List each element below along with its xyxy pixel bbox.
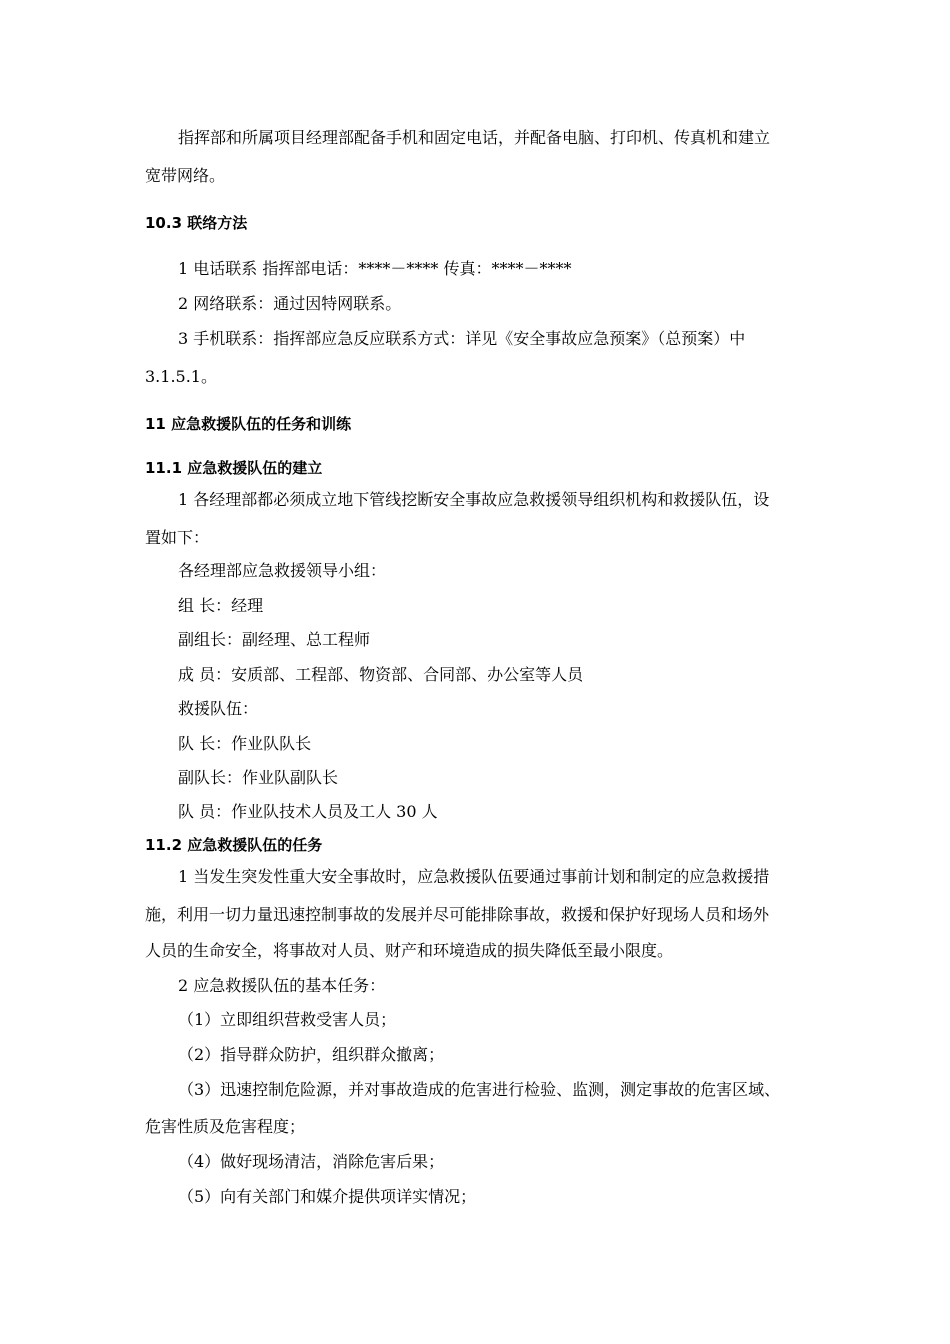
- paragraph-line: 宽带网络。: [145, 166, 226, 185]
- list-item-continuation: 危害性质及危害程度；: [145, 1117, 306, 1136]
- paragraph-line: 置如下：: [145, 528, 210, 547]
- paragraph-line: 2 网络联系：通过因特网联系。: [178, 294, 402, 313]
- paragraph-line: 3 手机联系：指挥部应急反应联系方式：详见《安全事故应急预案》（总预案）中: [178, 329, 746, 348]
- section-heading: 11 应急救援队伍的任务和训练: [145, 415, 352, 433]
- paragraph-line: 队 长：作业队队长: [178, 734, 312, 753]
- paragraph-line: 人员的生命安全，将事故对人员、财产和环境造成的损失降低至最小限度。: [145, 941, 674, 960]
- paragraph-line: 1 电话联系 指挥部电话：****－**** 传真：****－****: [178, 259, 572, 278]
- section-heading: 11.1 应急救援队伍的建立: [145, 459, 323, 477]
- paragraph-line: 2 应急救援队伍的基本任务：: [178, 976, 386, 995]
- list-item: （3）迅速控制危险源，并对事故造成的危害进行检验、监测，测定事故的危害区域、: [178, 1080, 781, 1099]
- paragraph-line: 成 员：安质部、工程部、物资部、合同部、办公室等人员: [178, 665, 584, 684]
- paragraph-line: 副队长：作业队副队长: [178, 768, 339, 787]
- paragraph-line: 副组长：副经理、总工程师: [178, 630, 371, 649]
- paragraph-line: 1 各经理部都必须成立地下管线挖断安全事故应急救援领导组织机构和救援队伍，设: [178, 490, 770, 509]
- section-heading: 11.2 应急救援队伍的任务: [145, 836, 323, 854]
- paragraph-line: 指挥部和所属项目经理部配备手机和固定电话，并配备电脑、打印机、传真机和建立: [178, 128, 771, 147]
- paragraph-line: 各经理部应急救援领导小组：: [178, 561, 387, 580]
- list-item: （1）立即组织营救受害人员；: [178, 1010, 397, 1029]
- section-heading: 10.3 联络方法: [145, 214, 248, 232]
- list-item: （2）指导群众防护，组织群众撤离；: [178, 1045, 445, 1064]
- paragraph-line: 施，利用一切力量迅速控制事故的发展并尽可能排除事故，救援和保护好现场人员和场外: [145, 905, 770, 924]
- paragraph-line: 组 长：经理: [178, 596, 264, 615]
- paragraph-line: 队 员：作业队技术人员及工人 30 人: [178, 802, 438, 821]
- paragraph-line: 救援队伍：: [178, 699, 259, 718]
- list-item: （5）向有关部门和媒介提供项详实情况；: [178, 1187, 477, 1206]
- paragraph-line: 3.1.5.1。: [145, 367, 217, 386]
- paragraph-line: 1 当发生突发性重大安全事故时，应急救援队伍要通过事前计划和制定的应急救援措: [178, 867, 770, 886]
- list-item: （4）做好现场清洁，消除危害后果；: [178, 1152, 445, 1171]
